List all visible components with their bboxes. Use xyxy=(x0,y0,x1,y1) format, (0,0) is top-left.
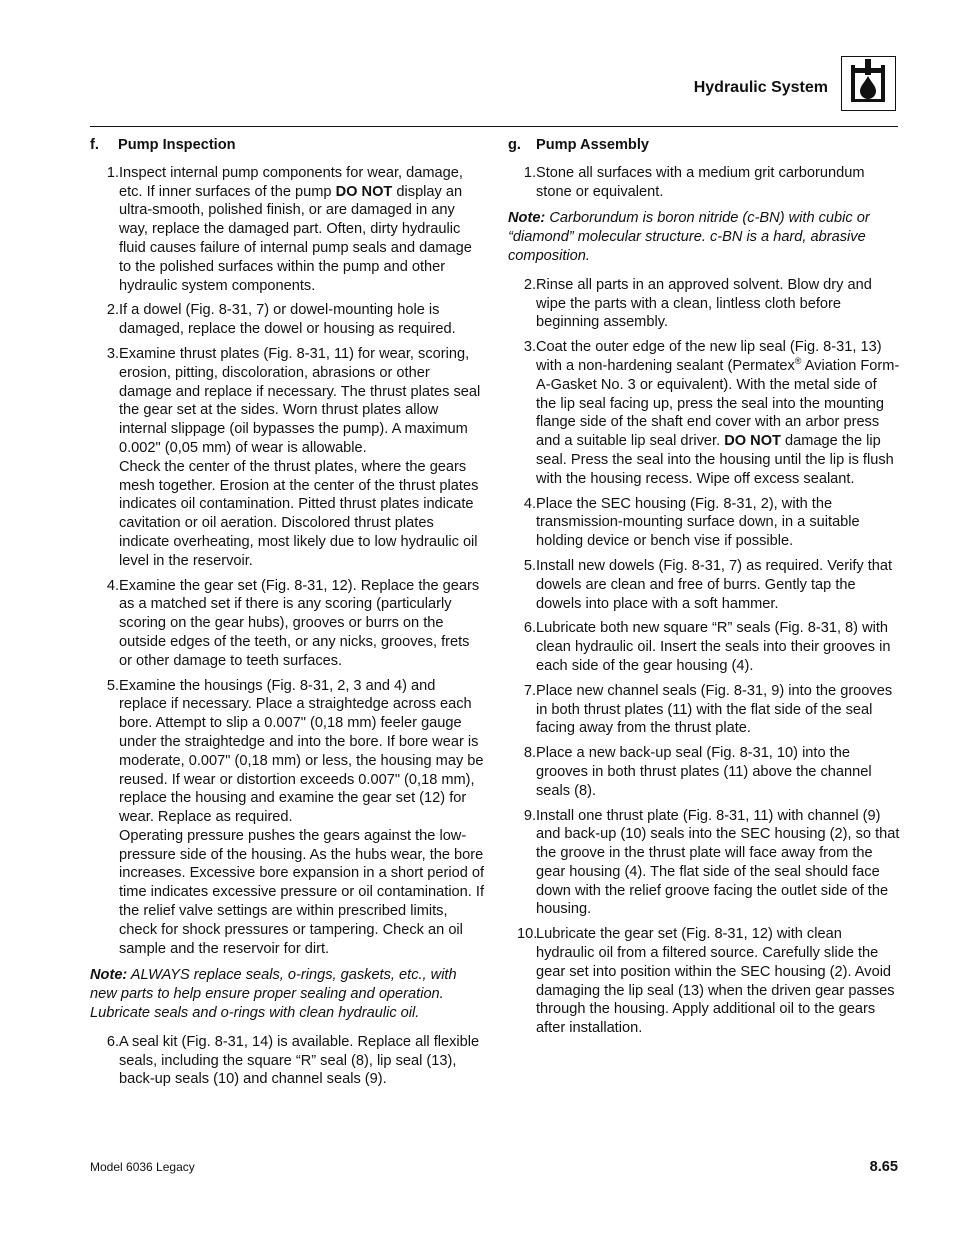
section-heading-pump-inspection: f. Pump Inspection xyxy=(90,137,236,153)
list-item xyxy=(508,495,900,551)
list-item-number: 4. xyxy=(106,577,119,594)
list-item-number: 5. xyxy=(106,677,119,694)
list-item-number: 3. xyxy=(106,345,119,362)
list-item-text: If a dowel (Fig. 8-31, 7) or dowel-mounting hole is damaged, replace the dowel or housing as required. xyxy=(119,302,456,338)
inspection-steps-continued xyxy=(90,1033,485,1089)
header-rule xyxy=(90,126,898,127)
list-item xyxy=(90,301,485,339)
list-item xyxy=(90,577,485,671)
inspection-steps xyxy=(90,164,485,959)
list-item xyxy=(90,345,485,571)
list-item xyxy=(508,164,900,202)
list-item-number: 1. xyxy=(106,164,119,181)
list-item xyxy=(508,557,900,613)
assembly-steps-continued xyxy=(508,276,900,1038)
list-item xyxy=(508,744,900,800)
assembly-steps xyxy=(508,164,900,202)
list-item-text: Place new channel seals (Fig. 8-31, 9) into the grooves in both thrust plates (11) with the flat side of the seal facing away from the thrust plate. xyxy=(536,682,893,737)
list-item-number: 1. xyxy=(523,164,536,181)
section-heading-pump-assembly: g. Pump Assembly xyxy=(508,137,650,153)
list-item-number: 6. xyxy=(523,620,536,637)
list-item-number: 4. xyxy=(523,495,536,512)
note-carborundum: Note: Carborundum is boron nitride (c-BN) with cubic or “diamond” molecular structure. c-BN is a hard, abrasive composition. xyxy=(508,210,870,264)
list-item-text: Inspect internal pump components for wear, damage, etc. If inner surfaces of the pump DO NOT display an ultra-smooth, polished finish, or are damaged in any way, replace the damaged part. Often, dirty hydraulic fluid causes failure of internal pump seals and damage to the polished surfaces within the pump and other hydraulic system components. xyxy=(119,164,472,294)
list-item-text: Lubricate the gear set (Fig. 8-31, 12) with clean hydraulic oil from a filtered source. Carefully slide the gear set into position within the SEC housing (2). Avoid damaging the lip seal (13) when the driven gear passes through the housing. Apply additional oil to the gears after installation. xyxy=(536,926,895,1037)
list-item-text: Examine the gear set (Fig. 8-31, 12). Replace the gears as a matched set if there is any scoring (particularly scoring on the gear hubs), grooves or burrs on the outside edges of the teeth, or any nicks, grooves, frets or other damage to teeth surfaces. xyxy=(119,577,480,669)
right-column xyxy=(508,136,900,1044)
list-item xyxy=(508,276,900,332)
hydraulic-drop-icon xyxy=(841,56,896,111)
list-item-number: 7. xyxy=(523,682,536,699)
list-item xyxy=(508,682,900,738)
list-item xyxy=(508,619,900,675)
list-item xyxy=(90,1033,485,1089)
list-item-text: Place the SEC housing (Fig. 8-31, 2), with the transmission-mounting surface down, in a suitable holding device or bench vise if possible. xyxy=(536,495,860,550)
list-item-number: 10. xyxy=(517,926,538,943)
list-item xyxy=(508,807,900,920)
list-item-number: 2. xyxy=(523,276,536,293)
list-item-text: Lubricate both new square “R” seals (Fig. 8-31, 8) with clean hydraulic oil. Insert the seals into their grooves in each side of the gear housing (4). xyxy=(536,620,891,674)
header-title: Hydraulic System xyxy=(693,79,828,96)
list-item-text: Coat the outer edge of the new lip seal (Fig. 8-31, 13) with a non-hardening sealant (Permatex® Aviation Form-A-Gasket No. 3 or equivalent). With the metal side of the lip seal facing up, press the seal into the mounting flange side of the shaft end cover with an arbor press and a suitable lip seal driver. DO NOT damage the lip seal. Press the seal into the housing until the lip is flush with the housing recess. Wipe off excess sealant. xyxy=(536,339,900,487)
list-item xyxy=(508,338,900,488)
list-item-text: Examine thrust plates (Fig. 8-31, 11) for wear, scoring, erosion, pitting, discoloration, abrasions or other damage and replace if necessary. The thrust plates seal the gear set at the sides. Worn thrust plates allow internal slippage (oil bypasses the pump). A maximum 0.002" (0,05 mm) of wear is allowable. Check the center of the thrust plates, where the gears mesh together. Erosion at the center of the thrust plates indicates oil contamination. Pitted thrust plates indicate cavitation or oil aeration. Discolored thrust plates indicate overheating, most likely due to low hydraulic oil level in the reservoir. xyxy=(119,345,481,569)
list-item-number: 9. xyxy=(523,807,536,824)
list-item-number: 8. xyxy=(523,745,536,762)
list-item xyxy=(508,925,900,1038)
list-item-text: Stone all surfaces with a medium grit carborundum stone or equivalent. xyxy=(536,164,865,200)
list-item xyxy=(90,677,485,959)
page-number: 8.65 xyxy=(869,1159,898,1175)
list-item-text: Place a new back-up seal (Fig. 8-31, 10) into the grooves in both thrust plates (11) above the channel seals (8). xyxy=(536,745,872,799)
list-item-number: 2. xyxy=(106,302,119,319)
list-item-number: 5. xyxy=(523,557,536,574)
list-item-number: 6. xyxy=(106,1033,119,1050)
note-seals: Note: ALWAYS replace seals, o-rings, gaskets, etc., with new parts to help ensure proper sealing and operation. Lubricate seals and o-rings with clean hydraulic oil. xyxy=(90,967,457,1022)
list-item-text: Rinse all parts in an approved solvent. Blow dry and wipe the parts with a clean, lintless cloth before beginning assembly. xyxy=(536,276,872,331)
list-item-text: Install new dowels (Fig. 8-31, 7) as required. Verify that dowels are clean and free of burrs. Gently tap the dowels into place with a soft hammer. xyxy=(536,557,893,612)
list-item xyxy=(90,164,485,296)
footer-model: Model 6036 Legacy xyxy=(90,1160,195,1174)
left-column xyxy=(90,136,485,1095)
list-item-number: 3. xyxy=(523,339,536,356)
list-item-text: Examine the housings (Fig. 8-31, 2, 3 and 4) and replace if necessary. Place a straightedge across each bore. Attempt to slip a 0.007" (0,18 mm) feeler gauge under the straightedge and into the bore. If bore wear is moderate, 0.007" (0,18 mm) or less, the housing may be reused. If wear or distortion exceeds 0.007" (0,18 mm), replace the housing and examine the gear set (12) for wear. Replace as required. Operating pressure pushes the gears against the low-pressure side of the housing. As the hubs wear, the bore increases. Excessive bore expansion in a short period of time indicates excessive pressure or oil contamination. If the relief valve settings are within prescribed limits, check for shock pressures or tampering. Check an oil sample and the reservoir for dirt. xyxy=(119,677,485,957)
list-item-text: Install one thrust plate (Fig. 8-31, 11) with channel (9) and back-up (10) seals into the SEC housing (2), so that the groove in the thrust plate will face away from the gear housing (4). The flat side of the seal should face down with the relief groove facing the outlet side of the housing. xyxy=(536,807,900,918)
list-item-text: A seal kit (Fig. 8-31, 14) is available. Replace all flexible seals, including the square “R” seal (8), lip seal (13), back-up seals (10) and channel seals (9). xyxy=(119,1033,480,1088)
